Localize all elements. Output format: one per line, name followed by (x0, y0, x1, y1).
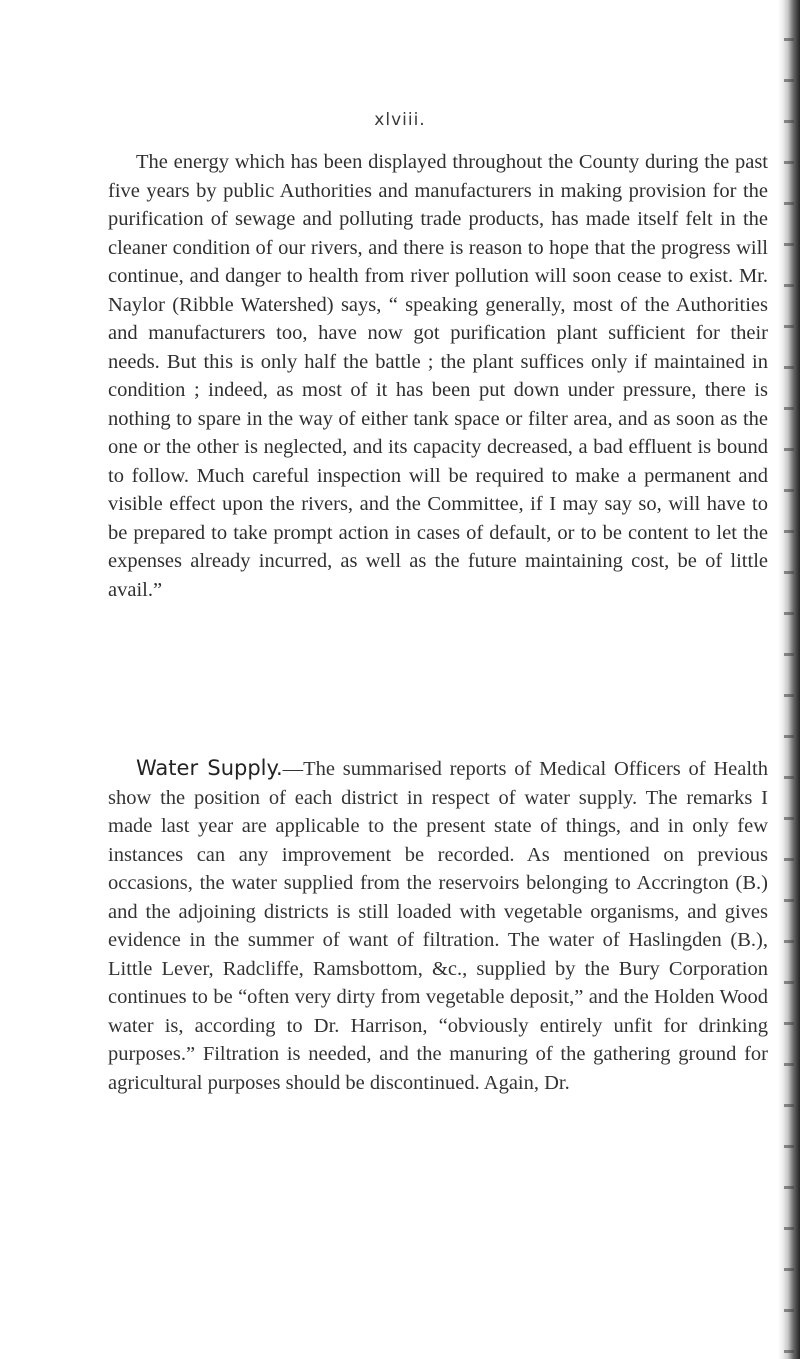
section-heading-water-supply: Water Supply. (136, 756, 283, 780)
paragraph-text: The energy which has been displayed throughout the County during the past five years by public Authorities and manufacturers in making provision for the purification of sewage and polluting trade products, has made itself felt in the cleaner condition of our rivers, and there is reason to hope that the progress will continue, and danger to health from river pollution will soon cease to exist. Mr. Naylor (Ribble Watershed) says, “ speaking generally, most of the Authorities and manufacturers too, have now got purification plant sufficient for their needs. But this is only half the battle ; the plant suffices only if maintained in condition ; indeed, as most of it has been put down under pressure, there is nothing to spare in the way of either tank space or filter area, and as soon as the one or the other is neglected, and its capacity decreased, a bad effluent is bound to follow. Much careful inspection will be required to make a permanent and visible effect upon the rivers, and the Committee, if I may say so, will have to be prepared to take prompt action in cases of default, or to be content to let the expenses already incurred, as well as the future maintaining cost, be of little avail.” (108, 151, 768, 601)
page-edge-texture (784, 0, 794, 1359)
paragraph-text: —The summarised reports of Medical Officers of Health show the position of each district in respect of water supply. The remarks I made last year are applicable to the present state of things, and in only few instances can any improvement be recorded. As mentioned on previous occasions, the water supplied from the reservoirs belonging to Accrington (B.) and the adjoining districts is still loaded with vegetable organisms, and gives evidence in the summer of want of filtration. The water of Haslingden (B.), Little Lever, Radcliffe, Ramsbottom, &c., supplied by the Bury Corporation continues to be “often very dirty from vegetable deposit,” and the Holden Wood water is, according to Dr. Harrison, “obviously entirely unfit for drinking purposes.” Filtration is needed, and the manuring of the gathering ground for agricultural purposes should be discontinued. Again, Dr. (108, 758, 768, 1094)
paragraph-water-supply (108, 754, 768, 1097)
paragraph-river-pollution (108, 148, 768, 604)
page-number: xlviii. (374, 110, 426, 130)
